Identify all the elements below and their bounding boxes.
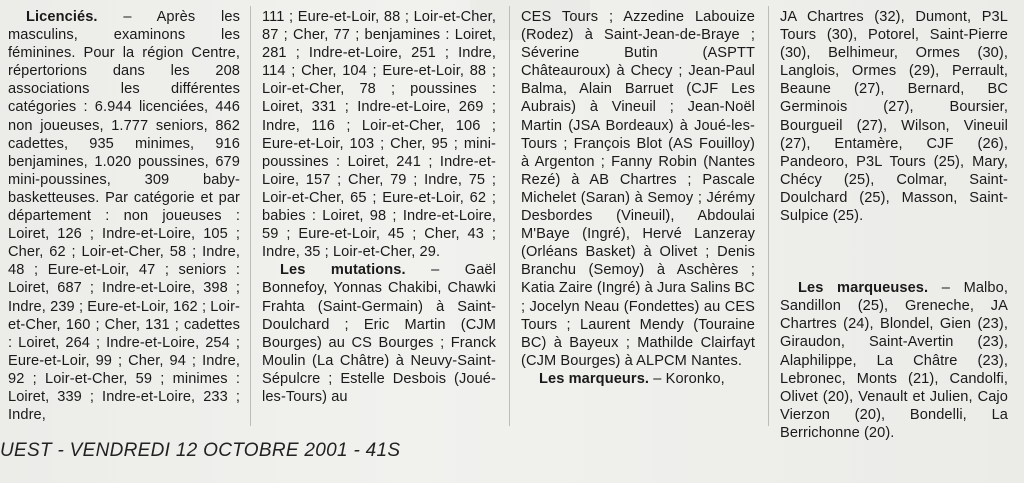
licenciees-paragraph (8, 8, 240, 424)
marqueurs-heading: Les marqueurs. (539, 370, 650, 387)
column-rule (250, 6, 251, 426)
mutations-text: – Gaël Bonnefoy, Yonnas Chakibi, Chawki Frahta (Saint-Germain) à Saint-Doulchard ; Eric Martin (CJM Bourges) au CS Bourges ; Franck Moulin (La Châtre) à Neuvy-Saint-Sépulcre ; Estelle Desbois (Joué-les-Tours) au (262, 262, 496, 405)
licenciees-heading: Licenciés. (26, 9, 98, 25)
column-1 (8, 8, 240, 424)
licenciees-text: – Après les masculins, examinons les féminines. Pour la région Centre, répertorions dans les 208 associations les différentes catégories : 6.944 licenciées, 446 non joueuses, 1.777 seniors, 862 cadettes, 935 minimes, 916 benjamines, 1.020 poussines, 679 mini-poussines, 309 baby-basketteuses. Par catégorie et par département : non joueuses : Loiret, 126 ; Indre-et-Loire, 105 ; Cher, 62 ; Loir-et-Cher, 58 ; Indre, 48 ; Eure-et-Loir, 47 ; seniors : Loiret, 687 ; Indre-et-Loire, 398 ; Indre, 239 ; Eure-et-Loir, 162 ; Loir-et-Cher, 160 ; Cher, 131 ; cadettes : Loiret, 264 ; Indre-et-Loire, 254 ; Eure-et-Loir, 99 ; Cher, 94 ; Indre, 92 ; Loir-et-Cher, 59 ; minimes : Loiret, 339 ; Indre-et-Loire, 233 ; Indre, (8, 9, 240, 424)
marqueuses-text: – Malbo, Sandillon (25), Greneche, JA Chartres (24), Blondel, Gien (23), Giraudon, Saint-Avertin (23), Alaphilippe, La Châtre (23), Lebronec, Monts (21), Candolfi, Olivet (20), Venault et Julien, Cajo Vierzon (20), Bondelli, La Berrichonne (20). (780, 280, 1008, 441)
mutations-continued: CES Tours ; Azzedine Labouize (Rodez) à Saint-Jean-de-Braye ; Séverine Butin (ASPTT Châteauroux) à Checy ; Jean-Paul Balma, Alain Barruet (CJF Les Aubrais) à Vineuil ; Jean-Noël Martin (JSA Bordeaux) à Joué-les-Tours ; François Blot (AS Fouilloy) à Argenton ; Fanny Robin (Nantes Rezé) à AB Chartres ; Pascale Michelet (Saran) à Semoy ; Jérémy Desbordes (Vineuil), Abdoulai M'Baye (Ingré), Hervé Lanzeray (Orléans Basket) à Olivet ; Denis Branchu (Semoy) à Aschères ; Katia Zaire (Ingré) à Jura Salins BC ; Jocelyn Neau (Fondettes) au CES Tours ; Laurent Mendy (Touraine BC) à Bayeux ; Mathilde Clairfayt (CJM Bourges) à ALPCM Nantes. (521, 9, 755, 369)
column-rule (509, 6, 510, 426)
marqueurs-text: – Koronko, (649, 370, 725, 387)
marqueurs-paragraph (521, 370, 755, 388)
marqueurs-continued: JA Chartres (32), Dumont, P3L Tours (30), Potorel, Saint-Pierre (30), Belhimeur, Ormes (30), Langlois, Ormes (29), Perrault, Beaune (27), Bernard, BC Germinois (27), Boursier, Bourgueil (27), Wilson, Vineuil (27), Entamère, CJF (26), Pandeoro, P3L Tours (25), Mary, Chécy (25), Colmar, Saint-Doulchard (25), Masson, Saint-Sulpice (25). (780, 9, 1008, 225)
column-3 (521, 8, 755, 388)
column-4 (780, 8, 1008, 442)
column-2 (262, 8, 496, 406)
mutations-paragraph (262, 261, 496, 406)
categories-continued: 111 ; Eure-et-Loir, 88 ; Loir-et-Cher, 87 ; Cher, 77 ; benjamines : Loiret, 281 ; Indre-et-Loire, 251 ; Indre, 114 ; Cher, 104 ; Eure-et-Loir, 88 ; Loir-et-Cher, 78 ; poussines : Loiret, 331 ; Indre-et-Loire, 269 ; Indre, 116 ; Loir-et-Cher, 106 ; Eure-et-Loir, 103 ; Cher, 95 ; mini-poussines : Loiret, 241 ; Indre-et-Loire, 157 ; Cher, 79 ; Indre, 75 ; Loir-et-Cher, 65 ; Eure-et-Loir, 62 ; babies : Loiret, 98 ; Indre-et-Loire, 59 ; Eure-et-Loir, 45 ; Cher, 43 ; Indre, 35 ; Loir-et-Cher, 29. (262, 9, 496, 261)
column-rule (768, 6, 769, 426)
page-footer: UEST - VENDREDI 12 OCTOBRE 2001 - 41S (0, 440, 401, 461)
marqueuses-paragraph (780, 279, 1008, 442)
spacer (780, 225, 1008, 279)
marqueuses-heading: Les marqueuses. (798, 280, 929, 297)
mutations-heading: Les mutations. (280, 262, 406, 279)
